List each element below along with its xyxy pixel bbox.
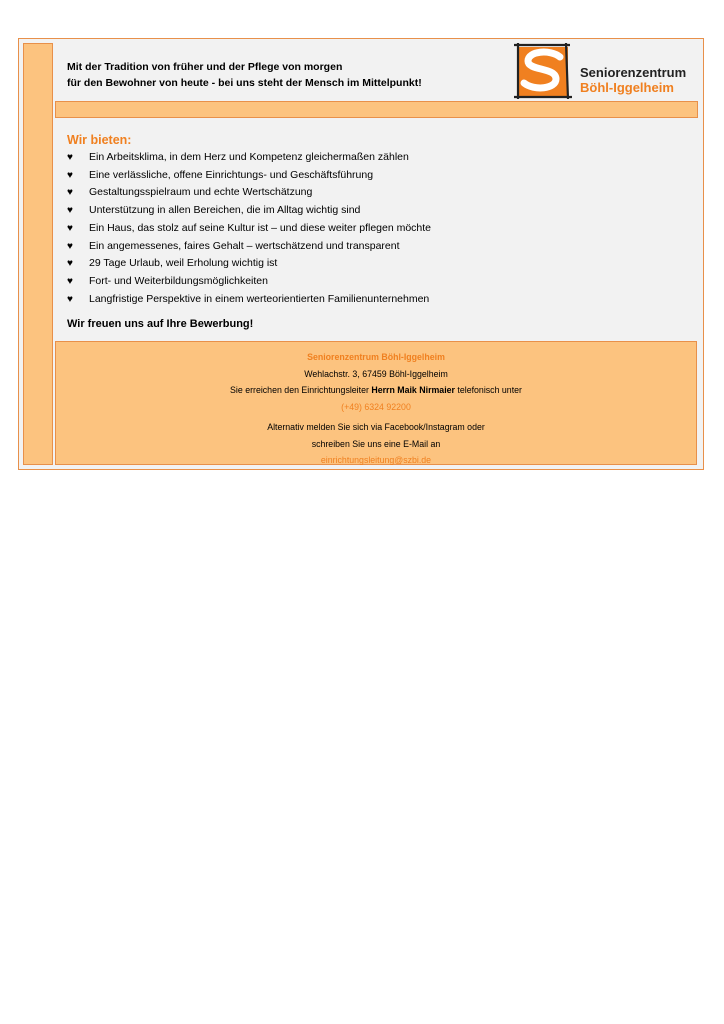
- list-item: [67, 220, 431, 238]
- header-slogan: [67, 59, 422, 91]
- heart-bullet-icon: ♥: [67, 275, 73, 287]
- heart-bullet-icon: ♥: [67, 258, 73, 270]
- heart-bullet-icon: ♥: [67, 169, 73, 181]
- list-item-text: Eine verlässliche, offene Einrichtungs- und Geschäftsführung: [89, 168, 374, 181]
- list-item: [67, 255, 431, 273]
- job-ad-panel: [18, 38, 704, 470]
- list-item: [67, 238, 431, 256]
- left-accent-bar: [23, 43, 53, 465]
- heart-bullet-icon: ♥: [67, 240, 73, 252]
- heart-bullet-icon: ♥: [67, 205, 73, 217]
- logo: [512, 43, 702, 101]
- heart-bullet-icon: ♥: [67, 152, 73, 163]
- contact-address: Wehlachstr. 3, 67459 Böhl-Iggelheim: [304, 368, 448, 379]
- contact-phone[interactable]: (+49) 6324 92200: [341, 401, 411, 412]
- list-item: [67, 273, 431, 291]
- logo-name-line-1: Seniorenzentrum: [580, 65, 687, 80]
- list-item-text: Gestaltungsspielraum und echte Wertschätzung: [89, 186, 313, 199]
- list-item: [67, 202, 431, 220]
- contact-alt-line-2: schreiben Sie uns eine E-Mail an: [311, 438, 441, 449]
- list-item-text: Langfristige Perspektive in einem werteorientierten Familienunternehmen: [89, 292, 430, 305]
- contact-email-link[interactable]: einrichtungsleitung@szbi.de: [320, 455, 432, 465]
- list-item: [67, 291, 431, 309]
- logo-name: [580, 65, 686, 95]
- list-item: [67, 184, 431, 202]
- contact-alt-line-1: Alternativ melden Sie sich via Facebook/Instagram oder: [267, 422, 485, 432]
- contact-leader-name: Herrn Maik Nirmaier: [371, 385, 455, 395]
- header-line-1: Mit der Tradition von früher und der Pflege von morgen: [67, 61, 343, 73]
- list-item: [67, 149, 431, 167]
- list-item-text: Fort- und Weiterbildungsmöglichkeiten: [89, 274, 268, 287]
- list-item: [67, 167, 431, 185]
- contact-box: [55, 341, 697, 465]
- heart-bullet-icon: ♥: [67, 293, 73, 305]
- offers-list: [67, 149, 431, 308]
- contact-reach-prefix: Sie erreichen den Einrichtungsleiter: [230, 385, 372, 395]
- heart-bullet-icon: ♥: [67, 187, 73, 199]
- list-item-text: Ein angemessenes, faires Gehalt – wertschätzend und transparent: [89, 239, 400, 252]
- list-item-text: Ein Arbeitsklima, in dem Herz und Kompetenz gleichermaßen zählen: [89, 151, 409, 163]
- heart-bullet-icon: ♥: [67, 222, 73, 234]
- logo-name-line-2: Böhl-Iggelheim: [580, 80, 674, 95]
- closing-statement: Wir freuen uns auf Ihre Bewerbung!: [67, 318, 254, 330]
- header-line-2: für den Bewohner von heute - bei uns steht der Mensch im Mittelpunkt!: [67, 77, 422, 89]
- divider-bar: [55, 101, 698, 118]
- contact-reach-line: [56, 382, 696, 399]
- list-item-text: 29 Tage Urlaub, weil Erholung wichtig ist: [89, 257, 278, 270]
- contact-org-name: Seniorenzentrum Böhl-Iggelheim: [307, 352, 445, 362]
- contact-reach-suffix: telefonisch unter: [454, 385, 522, 395]
- logo-mark-icon: [512, 43, 576, 101]
- list-item-text: Unterstützung in allen Bereichen, die im Alltag wichtig sind: [89, 204, 361, 217]
- list-item-text: Ein Haus, das stolz auf seine Kultur ist – und diese weiter pflegen möchte: [89, 221, 432, 234]
- offers-title: Wir bieten:: [67, 133, 132, 147]
